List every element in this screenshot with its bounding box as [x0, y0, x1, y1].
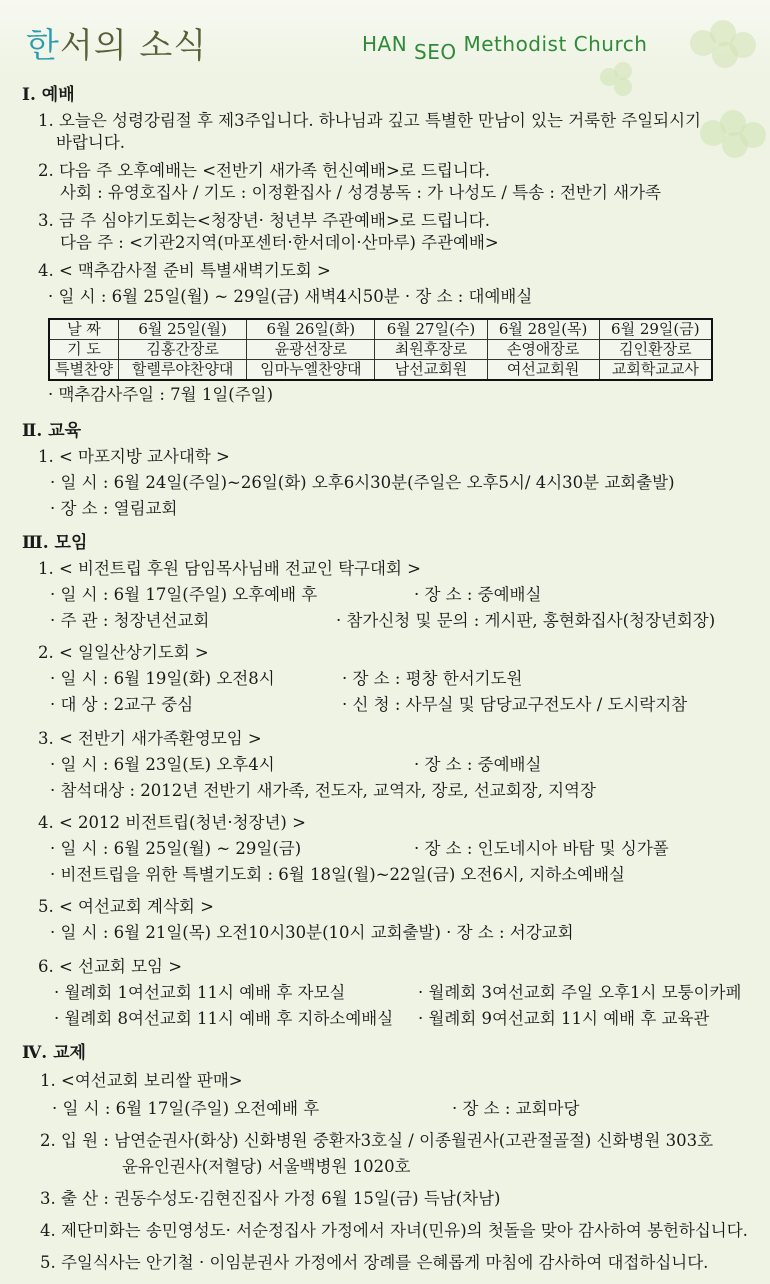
fellowship-item-5: 5. 주일식사는 안기철 · 이임분권사 가정에서 장례를 은혜롭게 마침에 감사하여 대접하십니다. [40, 1253, 709, 1272]
worship-item-2: 2. 다음 주 오후예배는 <전반기 새가족 헌신예배>로 드립니다. [38, 161, 490, 180]
worship-item-4: 4. < 맥추감사절 준비 특별새벽기도회 > [38, 261, 331, 280]
section-heading-education: Ⅱ. 교육 [22, 421, 82, 441]
section-heading-meetings: Ⅲ. 모임 [22, 533, 88, 553]
education-item-1-place: · 장 소 : 열림교회 [50, 499, 178, 518]
meeting-item-6-group-3: · 월례회 3여선교회 주일 오후1시 모퉁이카페 [418, 983, 742, 1002]
table-cell: 여선교회원 [487, 360, 599, 381]
meeting-item-2-signup: · 신 청 : 사무실 및 담당교구전도사 / 도시락지참 [342, 695, 688, 714]
table-cell: 6월 27일(수) [375, 319, 487, 340]
fellowship-item-1-place: · 장 소 : 교회마당 [452, 1099, 580, 1118]
meeting-item-3-datetime: · 일 시 : 6월 23일(토) 오후4시 [50, 755, 275, 774]
meeting-item-2: 2. < 일일산상기도회 > [38, 643, 209, 662]
worship-item-2-detail: 사회 : 유영호집사 / 기도 : 이정환집사 / 성경봉독 : 가 나성도 / 특송 : 전반기 새가족 [60, 183, 662, 202]
table-cell: 손영애장로 [487, 340, 599, 360]
meeting-item-6-group-9: · 월례회 9여선교회 11시 예배 후 교육관 [418, 1009, 710, 1028]
table-cell: 임마누엘찬양대 [247, 360, 375, 381]
meeting-item-5-datetime: · 일 시 : 6월 21일(목) 오전10시30분(10시 교회출발) · 장 소 : 서강교회 [50, 923, 574, 942]
table-cell: 김홍간장로 [119, 340, 247, 360]
section-heading-worship: Ⅰ. 예배 [22, 85, 75, 105]
worship-item-3-detail: 다음 주 : <기관2지역(마포센터·한서데이·산마루) 주관예배> [60, 233, 499, 252]
meeting-item-1-place: · 장 소 : 중예배실 [414, 585, 542, 604]
prayer-schedule-table [48, 318, 713, 381]
meeting-item-3-attendees: · 참석대상 : 2012년 전반기 새가족, 전도자, 교역자, 장로, 선교회장, 지역장 [50, 781, 596, 800]
education-item-1: 1. < 마포지방 교사대학 > [38, 447, 230, 466]
meeting-item-1-host: · 주 관 : 청장년선교회 [50, 611, 210, 630]
meeting-item-1-datetime: · 일 시 : 6월 17일(주일) 오후예배 후 [50, 585, 318, 604]
table-cell: 교회학교교사 [599, 360, 712, 381]
table-cell: 특별찬양 [49, 360, 119, 381]
worship-item-3: 3. 금 주 심야기도회는<청장년· 청년부 주관예배>로 드립니다. [38, 211, 490, 230]
meeting-item-6-group-8: · 월례회 8여선교회 11시 예배 후 지하소예배실 [54, 1009, 394, 1028]
newsletter-title [26, 18, 207, 67]
table-cell: 김인환장로 [599, 340, 712, 360]
title-rest: 서의 소식 [59, 26, 208, 66]
fellowship-item-2: 2. 입 원 : 남연순권사(화상) 신화병원 중환자3호실 / 이종월권사(고관절골절) 신화병원 303호 [40, 1131, 714, 1150]
church-name-rest: Methodist Church [463, 32, 648, 56]
education-item-1-datetime: · 일 시 : 6월 24일(주일)~26일(화) 오후6시30분(주일은 오후5시/ 4시30분 교회출발) [50, 473, 675, 492]
meeting-item-2-place: · 장 소 : 평창 한서기도원 [342, 669, 523, 688]
title-first-char: 한 [26, 26, 60, 66]
table-cell: 6월 25일(월) [119, 319, 247, 340]
table-cell: 6월 28일(목) [487, 319, 599, 340]
worship-item-1: 1. 오늘은 성령강림절 후 제3주입니다. 하나님과 깊고 특별한 만남이 있는 거룩한 주일되시기 [38, 111, 701, 130]
church-name [362, 32, 648, 64]
meeting-item-1-inquiry: · 참가신청 및 문의 : 게시판, 홍현화집사(청장년회장) [336, 611, 716, 630]
table-row [49, 319, 712, 340]
section-heading-fellowship: Ⅳ. 교제 [22, 1043, 86, 1063]
worship-item-1-cont: 바랍니다. [56, 133, 126, 152]
fellowship-item-4: 4. 제단미화는 송민영성도· 서순정집사 가정에서 자녀(민유)의 첫돌을 맞아 감사하여 봉헌하십니다. [40, 1221, 748, 1240]
meeting-item-3: 3. < 전반기 새가족환영모임 > [38, 729, 262, 748]
meeting-item-6: 6. < 선교회 모임 > [38, 957, 183, 976]
meeting-item-2-datetime: · 일 시 : 6월 19일(화) 오전8시 [50, 669, 275, 688]
table-cell: 윤광선장로 [247, 340, 375, 360]
meeting-item-4-prayer: · 비전트립을 위한 특별기도회 : 6월 18일(월)~22일(금) 오전6시, 지하소예배실 [50, 865, 625, 884]
table-row [49, 360, 712, 381]
meeting-item-1: 1. < 비전트립 후원 담임목사님배 전교인 탁구대회 > [38, 559, 421, 578]
fellowship-item-2-cont: 윤유인권사(저혈당) 서울백병원 1020호 [122, 1157, 411, 1176]
meeting-item-4-datetime: · 일 시 : 6월 25일(월) ~ 29일(금) [50, 839, 302, 858]
worship-item-4-datetime: · 일 시 : 6월 25일(월) ~ 29일(금) 새벽4시50분 · 장 소 : 대예배실 [48, 287, 533, 306]
table-row [49, 340, 712, 360]
meeting-item-4-place: · 장 소 : 인도네시아 바탐 및 싱가폴 [414, 839, 669, 858]
table-cell: 최원후장로 [375, 340, 487, 360]
fellowship-item-3: 3. 출 산 : 권동수성도·김현진집사 가정 6월 15일(금) 득남(차남) [40, 1189, 501, 1208]
table-cell: 날 짜 [49, 319, 119, 340]
table-cell: 할렐루야찬양대 [119, 360, 247, 381]
table-cell: 6월 26일(화) [247, 319, 375, 340]
meeting-item-6-group-1: · 월례회 1여선교회 11시 예배 후 자모실 [54, 983, 346, 1002]
table-cell: 기 도 [49, 340, 119, 360]
fellowship-item-1-datetime: · 일 시 : 6월 17일(주일) 오전예배 후 [52, 1099, 320, 1118]
meeting-item-5: 5. < 여선교회 계삭회 > [38, 897, 214, 916]
header-banner [0, 0, 770, 78]
meeting-item-3-place: · 장 소 : 중예배실 [414, 755, 542, 774]
meeting-item-4: 4. < 2012 비전트립(청년·청장년) > [38, 813, 306, 832]
thanksgiving-sunday: · 맥추감사주일 : 7월 1일(주일) [48, 385, 274, 404]
church-name-han: HAN [362, 32, 408, 56]
meeting-item-2-target: · 대 상 : 2교구 중심 [50, 695, 194, 714]
fellowship-item-1: 1. <여선교회 보리쌀 판매> [40, 1071, 243, 1090]
table-cell: 6월 29일(금) [599, 319, 712, 340]
church-name-seo: SEO [414, 40, 457, 64]
table-cell: 남선교회원 [375, 360, 487, 381]
